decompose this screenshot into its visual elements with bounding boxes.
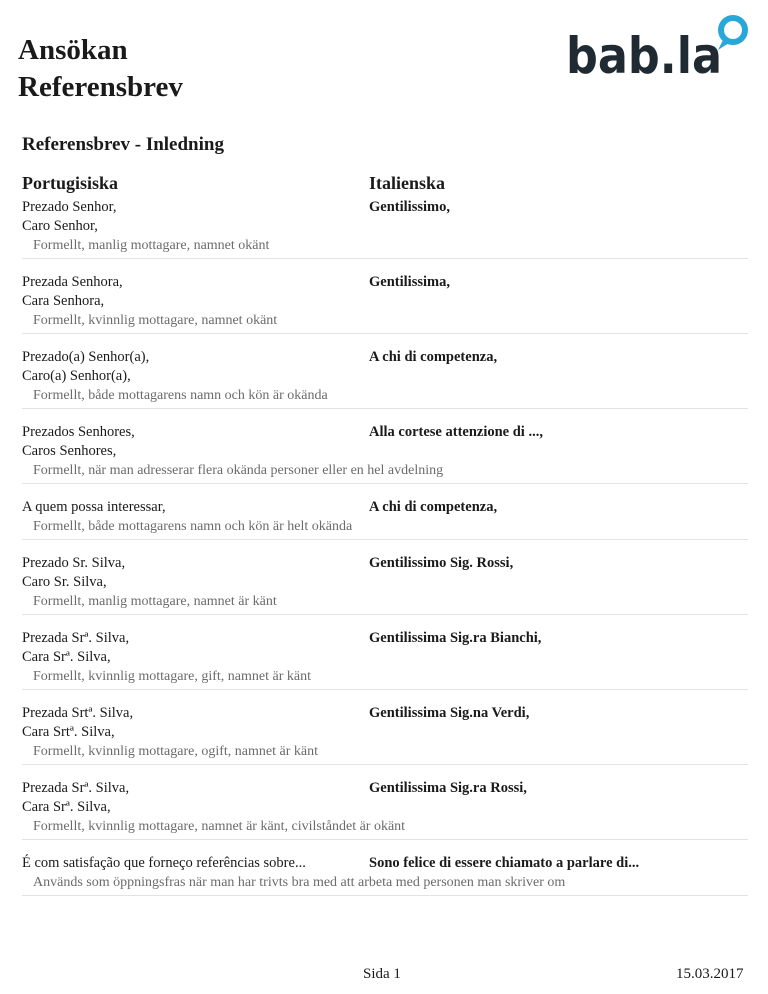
bab-la-logo [566,14,752,80]
usage-note: Formellt, kvinnlig mottagare, namnet är känt, civilståndet är okänt [33,819,406,834]
source-phrase-line: Cara Srtª. Silva, [22,724,115,740]
source-phrase-line: Prezado Senhor, [22,199,117,215]
usage-note: Formellt, manlig mottagare, namnet är känt [33,594,277,609]
target-phrase: Gentilissima Sig.ra Bianchi, [369,630,542,646]
target-phrase: A chi di competenza, [369,349,498,365]
title-line-2: Referensbrev [18,71,183,103]
usage-note: Formellt, manlig mottagare, namnet okänt [33,238,270,253]
target-phrase: Sono felice di essere chiamato a parlare di... [369,855,640,871]
phrase-entry [22,496,748,540]
document-date: 15.03.2017 [676,966,744,982]
source-phrase-line: Prezado(a) Senhor(a), [22,349,150,365]
target-phrase: Gentilissima, [369,274,450,290]
usage-note: Formellt, när man adresserar flera okända personer eller en hel avdelning [33,463,444,478]
source-phrase [22,273,362,311]
source-phrase-line: Caro(a) Senhor(a), [22,368,131,384]
source-language-header: Portugisiska [22,173,119,193]
usage-note: Formellt, kvinnlig mottagare, ogift, namnet är känt [33,744,318,759]
phrase-entry [22,777,748,840]
source-phrase-line: Prezada Srª. Silva, [22,630,130,646]
source-phrase-line: Caros Senhores, [22,443,117,459]
source-phrase [22,498,362,517]
source-phrase [22,554,362,592]
source-phrase-line: Cara Srª. Silva, [22,799,111,815]
phrase-entry [22,271,748,334]
source-phrase [22,629,362,667]
usage-note: Används som öppningsfras när man har trivts bra med att arbeta med personen man skriver om [33,875,566,890]
source-phrase-line: Prezado Sr. Silva, [22,555,126,571]
source-phrase-line: A quem possa interessar, [22,499,166,515]
target-phrase: Gentilissima Sig.na Verdi, [369,705,530,721]
source-phrase [22,348,362,386]
target-phrase: Gentilissimo, [369,199,450,215]
target-phrase: A chi di competenza, [369,499,498,515]
section-title: Referensbrev - Inledning [22,134,224,155]
source-phrase [22,779,362,817]
target-phrase: Gentilissima Sig.ra Rossi, [369,780,527,796]
speech-bubble-icon [718,18,745,50]
source-phrase [22,198,362,236]
phrase-entry [22,627,748,690]
title-line-1: Ansökan [18,34,128,66]
phrase-entry [22,421,748,484]
usage-note: Formellt, kvinnlig mottagare, gift, namnet är känt [33,669,311,684]
source-phrase-line: Caro Senhor, [22,218,98,234]
usage-note: Formellt, både mottagarens namn och kön är okända [33,388,328,403]
usage-note: Formellt, både mottagarens namn och kön är helt okända [33,519,353,534]
phrase-entry [22,196,748,259]
source-phrase-line: Cara Senhora, [22,293,105,309]
target-language-header: Italienska [369,173,446,193]
document-title [18,32,183,106]
source-phrase-line: Prezados Senhores, [22,424,135,440]
usage-note: Formellt, kvinnlig mottagare, namnet okänt [33,313,278,328]
page-number: Sida 1 [363,966,401,982]
target-phrase: Alla cortese attenzione di ..., [369,424,543,440]
source-phrase-line: Prezada Srª. Silva, [22,780,130,796]
phrase-entry [22,552,748,615]
phrase-entry [22,702,748,765]
target-phrase: Gentilissimo Sig. Rossi, [369,555,514,571]
source-phrase-line: Caro Sr. Silva, [22,574,107,590]
source-phrase-line: É com satisfação que forneço referências sobre... [22,855,306,871]
phrase-entry [22,852,748,896]
source-phrase-line: Prezada Senhora, [22,274,123,290]
source-phrase-line: Cara Srª. Silva, [22,649,111,665]
source-phrase [22,423,362,461]
phrase-list [22,196,748,908]
logo-text: bab.la [566,27,722,80]
phrase-entry [22,346,748,409]
source-phrase-line: Prezada Srtª. Silva, [22,705,134,721]
source-phrase [22,854,362,873]
source-phrase [22,704,362,742]
